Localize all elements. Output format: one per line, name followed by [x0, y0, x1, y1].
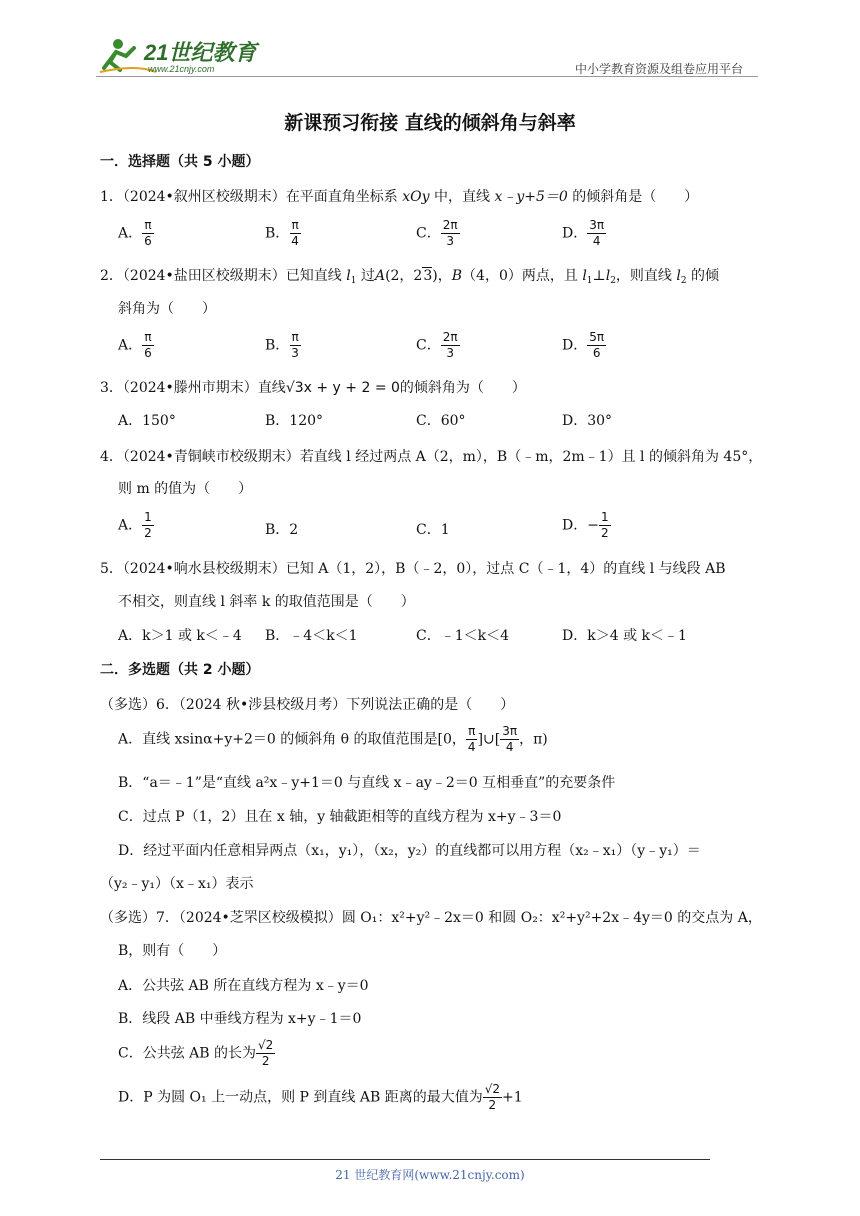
q2-option-b[interactable]: B． $\frac{\pi}{3}$ — [265, 330, 299, 360]
q7-option-c[interactable]: C．公共弦 AB 的长为 $\frac{√2}{2}$ — [118, 1038, 274, 1068]
q6-option-d-line2: （y₂﹣y₁）（x﹣x₁）表示 — [100, 876, 254, 892]
section-heading-choice: 一．选择题（共 5 小题） — [100, 154, 260, 170]
question-1: 1．（2024•叙州区校级期末）在平面直角坐标系 xOy 中，直线 x﹣y+5＝0 的倾斜角是（ ） — [100, 189, 699, 205]
question-7-line2: B，则有（ ） — [118, 943, 227, 959]
q6-option-a[interactable]: A．直线 xsinα+y+2＝0 的倾斜角 θ 的取值范围是[0， $\frac{\pi}{4}$ ]∪[ $\frac{3\pi}{4}$ ，π) — [118, 724, 548, 754]
page-title: 新课预习衔接 直线的倾斜角与斜率 — [284, 112, 576, 134]
q1-option-b[interactable]: B． $\frac{\pi}{4}$ — [265, 218, 299, 248]
q3-option-d[interactable]: D．30° — [562, 413, 613, 429]
q6-option-b[interactable]: B．“a＝﹣1”是“直线 a²x﹣y+1＝0 与直线 x﹣ay﹣2＝0 互相垂直”的充要条件 — [118, 775, 616, 791]
q5-option-b[interactable]: B．﹣4＜k＜1 — [265, 628, 358, 644]
question-5-line2: 不相交，则直线 l 斜率 k 的取值范围是（ ） — [118, 594, 415, 610]
question-6: （多选）6．（2024 秋•涉县校级月考）下列说法正确的是（ ） — [100, 697, 515, 713]
platform-name: 中小学教育资源及组卷应用平台 — [575, 62, 744, 76]
question-2-line2: 斜角为（ ） — [118, 301, 216, 317]
q3-option-a[interactable]: A．150° — [118, 413, 176, 429]
logo-url: www.21cnjy.com — [148, 64, 215, 74]
q4-option-d[interactable]: D．− $\frac{1}{2}$ — [562, 510, 609, 540]
q1-option-a[interactable]: A． $\frac{\pi}{6}$ — [118, 218, 152, 248]
question-4: 4．（2024•青铜峡市校级期末）若直线 l 经过两点 A（2，m），B（﹣m，2m﹣1）且 l 的倾斜角为 45°， — [100, 449, 763, 465]
q5-option-c[interactable]: C．﹣1＜k＜4 — [416, 628, 510, 644]
q7-option-b[interactable]: B．线段 AB 中垂线方程为 x+y﹣1＝0 — [118, 1011, 362, 1027]
header-divider — [96, 76, 758, 77]
q6-option-d[interactable]: D．经过平面内任意相异两点（x₁，y₁），（x₂，y₂）的直线都可以用方程（x₂﹣x₁）（y﹣y₁）＝ — [118, 843, 701, 859]
q4-option-a[interactable]: A． $\frac{1}{2}$ — [118, 510, 152, 540]
q4-option-c[interactable]: C．1 — [416, 522, 450, 538]
q2-option-c[interactable]: C． $\frac{2\pi}{3}$ — [416, 330, 458, 360]
question-2: 2．（2024•盐田区校级期末）已知直线 $l_1$ 过A(2，23)，B（4，0）两点，且 $l_1\perp l_2$，则直线 $l_2$ 的倾 — [100, 268, 720, 286]
q2-option-a[interactable]: A． $\frac{\pi}{6}$ — [118, 330, 152, 360]
q6-option-c[interactable]: C．过点 P（1，2）且在 x 轴，y 轴截距相等的直线方程为 x+y﹣3＝0 — [118, 809, 562, 825]
q7-option-d[interactable]: D．P 为圆 O₁ 上一动点，则 P 到直线 AB 距离的最大值为 $\frac{√2}{2}$ +1 — [118, 1082, 523, 1112]
q5-option-d[interactable]: D．k＞4 或 k＜﹣1 — [562, 628, 687, 644]
q3-option-c[interactable]: C．60° — [416, 413, 466, 429]
q7-option-a[interactable]: A．公共弦 AB 所在直线方程为 x﹣y＝0 — [118, 978, 369, 994]
question-3: 3．（2024•滕州市期末）直线√3x + y + 2 = 0的倾斜角为（ ） — [100, 380, 526, 396]
q1-option-c[interactable]: C． $\frac{2\pi}{3}$ — [416, 218, 458, 248]
q4-option-b[interactable]: B．2 — [265, 522, 299, 538]
q3-option-b[interactable]: B．120° — [265, 413, 324, 429]
logo-text: 21世纪教育 — [144, 40, 257, 65]
question-4-line2: 则 m 的值为（ ） — [118, 481, 253, 497]
question-7: （多选）7．（2024•芝罘区校级模拟）圆 O₁：x²+y²﹣2x＝0 和圆 O₂：x²+y²+2x﹣4y＝0 的交点为 A， — [100, 910, 762, 926]
footer-divider — [100, 1159, 710, 1160]
q5-option-a[interactable]: A．k＞1 或 k＜﹣4 — [118, 628, 242, 644]
site-logo — [96, 34, 266, 76]
footer-link[interactable]: 21 世纪教育网(www.21cnjy.com) — [335, 1168, 525, 1182]
q1-option-d[interactable]: D． $\frac{3\pi}{4}$ — [562, 218, 605, 248]
section-heading-multi: 二．多选题（共 2 小题） — [100, 662, 260, 678]
question-5: 5．（2024•响水县校级期末）已知 A（1，2），B（﹣2，0），过点 C（﹣1，4）的直线 l 与线段 AB — [100, 561, 726, 577]
q2-option-d[interactable]: D． $\frac{5\pi}{6}$ — [562, 330, 605, 360]
